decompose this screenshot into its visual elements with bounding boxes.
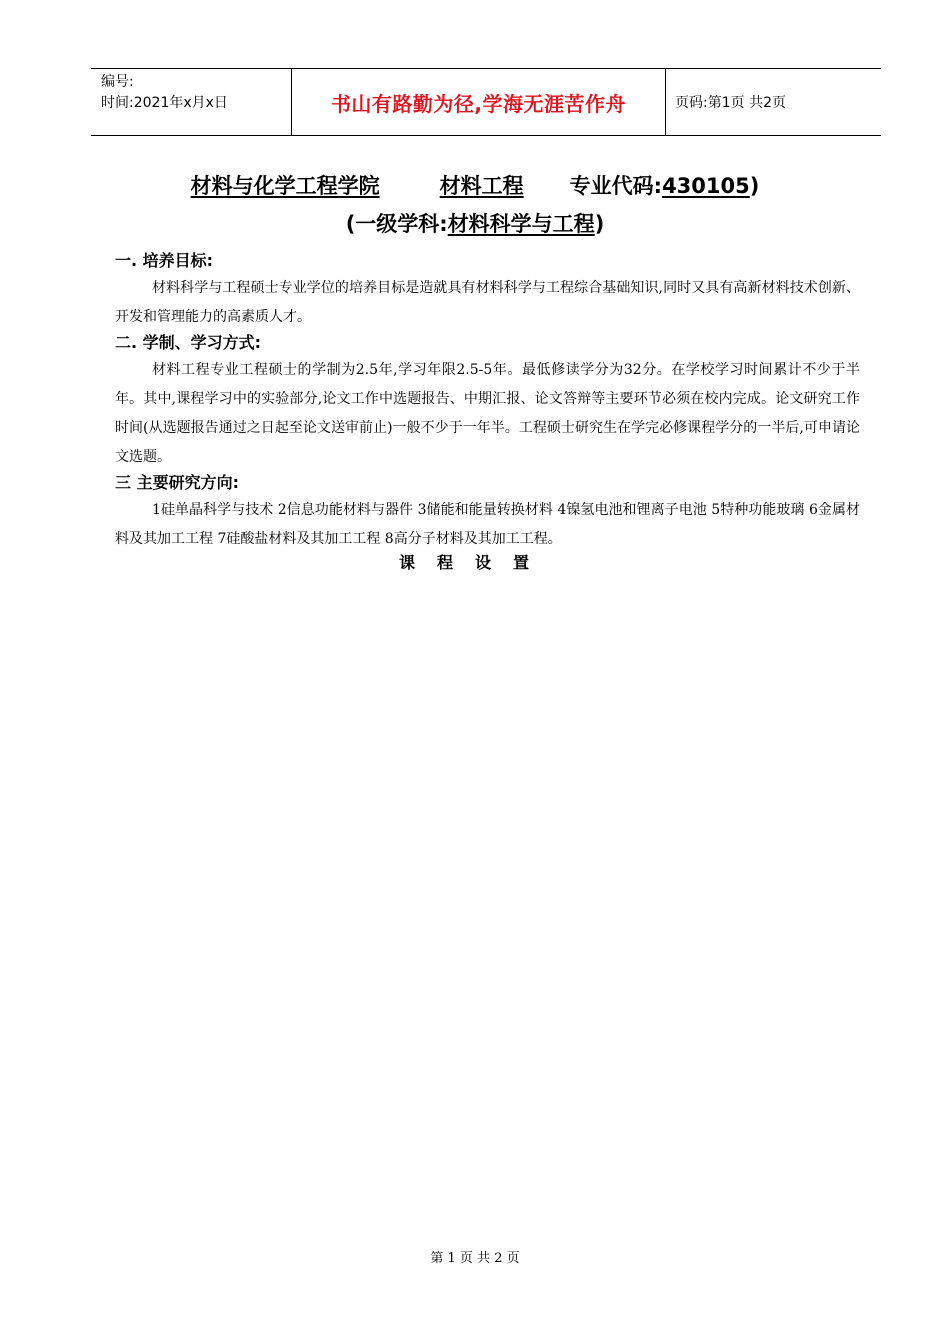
title-school: 材料与化学工程学院 xyxy=(190,174,380,198)
header-page-info: 页码:第1页 共2页 xyxy=(675,95,786,111)
header-page-cell xyxy=(666,69,881,135)
title-major: 材料工程 xyxy=(439,174,524,198)
document-header-table xyxy=(91,68,881,136)
section-body-objective: 材料科学与工程硕士专业学位的培养目标是造就具有材料科学与工程综合基础知识,同时又具有高新材料技术创新、开发和管理能力的高素质人才。 xyxy=(115,280,860,325)
section-body-research: 1硅单晶科学与技术 2信息功能材料与器件 3储能和能量转换材料 4镍氢电池和锂离子电池 5特种功能玻璃 6金属材料及其加工工程 7硅酸盐材料及其加工工程 8高分子材料及其加工工程。 xyxy=(115,502,860,547)
section-heading-schooling: 二. 学制、学习方式: xyxy=(115,333,262,352)
header-motto-cell xyxy=(292,69,666,135)
title-code-close: ) xyxy=(749,174,760,198)
section-heading-research: 三 主要研究方向: xyxy=(115,473,239,492)
title-code-label: 专业代码: xyxy=(569,174,663,198)
section-body-schooling: 材料工程专业工程硕士的学制为2.5年,学习年限2.5-5年。最低修读学分为32分。在学校学习时间累计不少于半年。其中,课程学习中的实验部分,论文工作中选题报告、中期汇报、论文答辩等主要环节必须在校内完成。论文研究工作时间(从选题报告通过之日起至论文送审前止)一般不少于一年半。工程硕士研究生在学完必修课程学分的一半后,可申请论文选题。 xyxy=(115,362,860,465)
page-footer: 第 1 页 共 2 页 xyxy=(430,1251,520,1266)
title-code-value: 430105 xyxy=(662,174,750,198)
course-heading: 课程设置 xyxy=(398,553,551,572)
header-motto: 书山有路勤为径,学海无涯苦作舟 xyxy=(330,91,627,116)
document-title xyxy=(0,170,950,200)
section-heading-objective: 一. 培养目标: xyxy=(115,251,214,270)
header-meta-cell xyxy=(91,69,292,135)
document-number-label: 编号: xyxy=(101,74,134,90)
subtitle-open: (一级学科: xyxy=(345,212,448,236)
subtitle-close: ) xyxy=(594,212,605,236)
document-time-label: 时间:2021年x月x日 xyxy=(101,95,228,111)
document-subtitle xyxy=(0,208,950,238)
subtitle-discipline: 材料科学与工程 xyxy=(447,212,595,236)
